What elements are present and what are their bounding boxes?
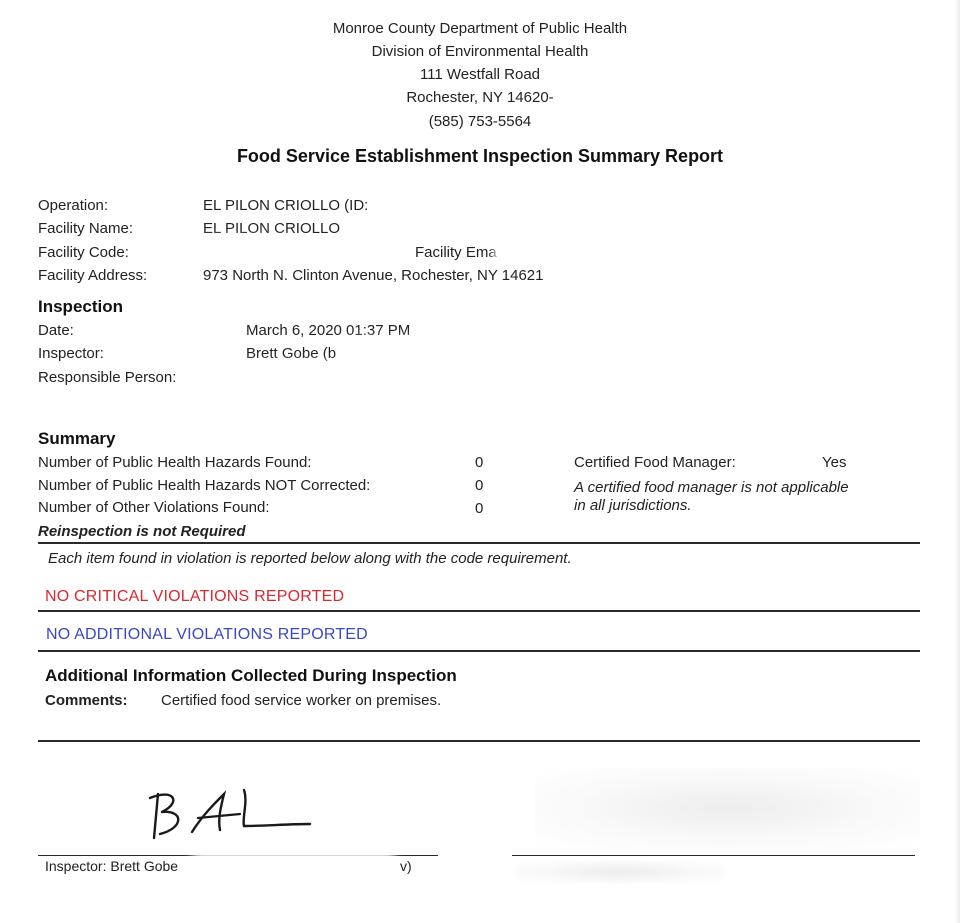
critical-violations-status: NO CRITICAL VIOLATIONS REPORTED — [45, 588, 345, 605]
inspector-signature-label: Inspector: Brett Gobe — [45, 858, 179, 874]
inspector-signature — [140, 780, 320, 850]
operation-value: EL PILON CRIOLLO (ID: — [203, 197, 369, 214]
hazards-found-value: 0 — [475, 454, 484, 471]
additional-violations-status: NO ADDITIONAL VIOLATIONS REPORTED — [46, 626, 368, 643]
comments-value: Certified food service worker on premises. — [161, 692, 442, 709]
operation-label: Operation: — [38, 197, 109, 214]
redaction-inspector-email — [348, 344, 548, 364]
comments-label: Comments: — [45, 692, 128, 709]
street-address: 111 Westfall Road — [419, 66, 541, 83]
signature-line — [512, 855, 915, 856]
facility-name-label: Facility Name: — [38, 220, 134, 237]
inspection-date-value: March 6, 2020 01:37 PM — [246, 322, 411, 339]
hazards-not-corrected-value: 0 — [475, 477, 484, 494]
hazards-found-label: Number of Public Health Hazards Found: — [38, 454, 312, 471]
cfm-label: Certified Food Manager: — [574, 454, 736, 471]
redaction-responsible-person — [222, 368, 362, 388]
phone-number: (585) 753-5564 — [428, 113, 532, 130]
facility-name-value: EL PILON CRIOLLO — [203, 220, 340, 237]
facility-email-label: Facility Ema — [415, 244, 497, 261]
page-edge — [954, 0, 960, 923]
additional-info-heading: Additional Information Collected During Inspection — [45, 666, 457, 685]
city-state-zip: Rochester, NY 14620- — [406, 89, 554, 106]
cfm-note-line2: in all jurisdictions. — [574, 497, 692, 514]
inspection-date-label: Date: — [38, 322, 74, 339]
divider — [38, 650, 920, 652]
divider — [38, 542, 920, 544]
cfm-note-line1: A certified food manager is not applicable — [574, 479, 849, 496]
signature-line — [38, 855, 438, 856]
division-name: Division of Environmental Health — [371, 43, 589, 60]
redaction-facility-code — [205, 243, 295, 263]
facility-address-label: Facility Address: — [38, 267, 148, 284]
inspection-heading: Inspection — [38, 297, 124, 316]
cfm-value: Yes — [822, 454, 847, 471]
other-violations-value: 0 — [475, 500, 484, 517]
other-violations-label: Number of Other Violations Found: — [38, 499, 270, 516]
inspector-label: Inspector: — [38, 345, 104, 362]
divider — [38, 610, 920, 612]
inspector-signature-suffix: v) — [400, 858, 412, 874]
inspector-value: Brett Gobe (b — [246, 345, 337, 362]
redaction-operation-id — [380, 196, 470, 216]
violation-note: Each item found in violation is reported below along with the code requirement. — [48, 550, 572, 567]
facility-address-value: 973 North N. Clinton Avenue, Rochester, NY 14621 — [203, 267, 544, 284]
divider — [38, 740, 920, 742]
redaction-responsible-signature — [535, 768, 920, 848]
summary-heading: Summary — [38, 429, 116, 448]
redaction-responsible-name — [515, 860, 725, 884]
responsible-person-label: Responsible Person: — [38, 369, 177, 386]
department-name: Monroe County Department of Public Health — [332, 20, 628, 37]
facility-code-label: Facility Code: — [38, 244, 129, 261]
report-title: Food Service Establishment Inspection Summary Report — [236, 146, 724, 166]
redaction-inspector-signature-email — [196, 857, 391, 875]
reinspection-status: Reinspection is not Required — [38, 523, 246, 540]
redaction-facility-email — [500, 243, 685, 263]
hazards-not-corrected-label: Number of Public Health Hazards NOT Corrected: — [38, 477, 371, 494]
